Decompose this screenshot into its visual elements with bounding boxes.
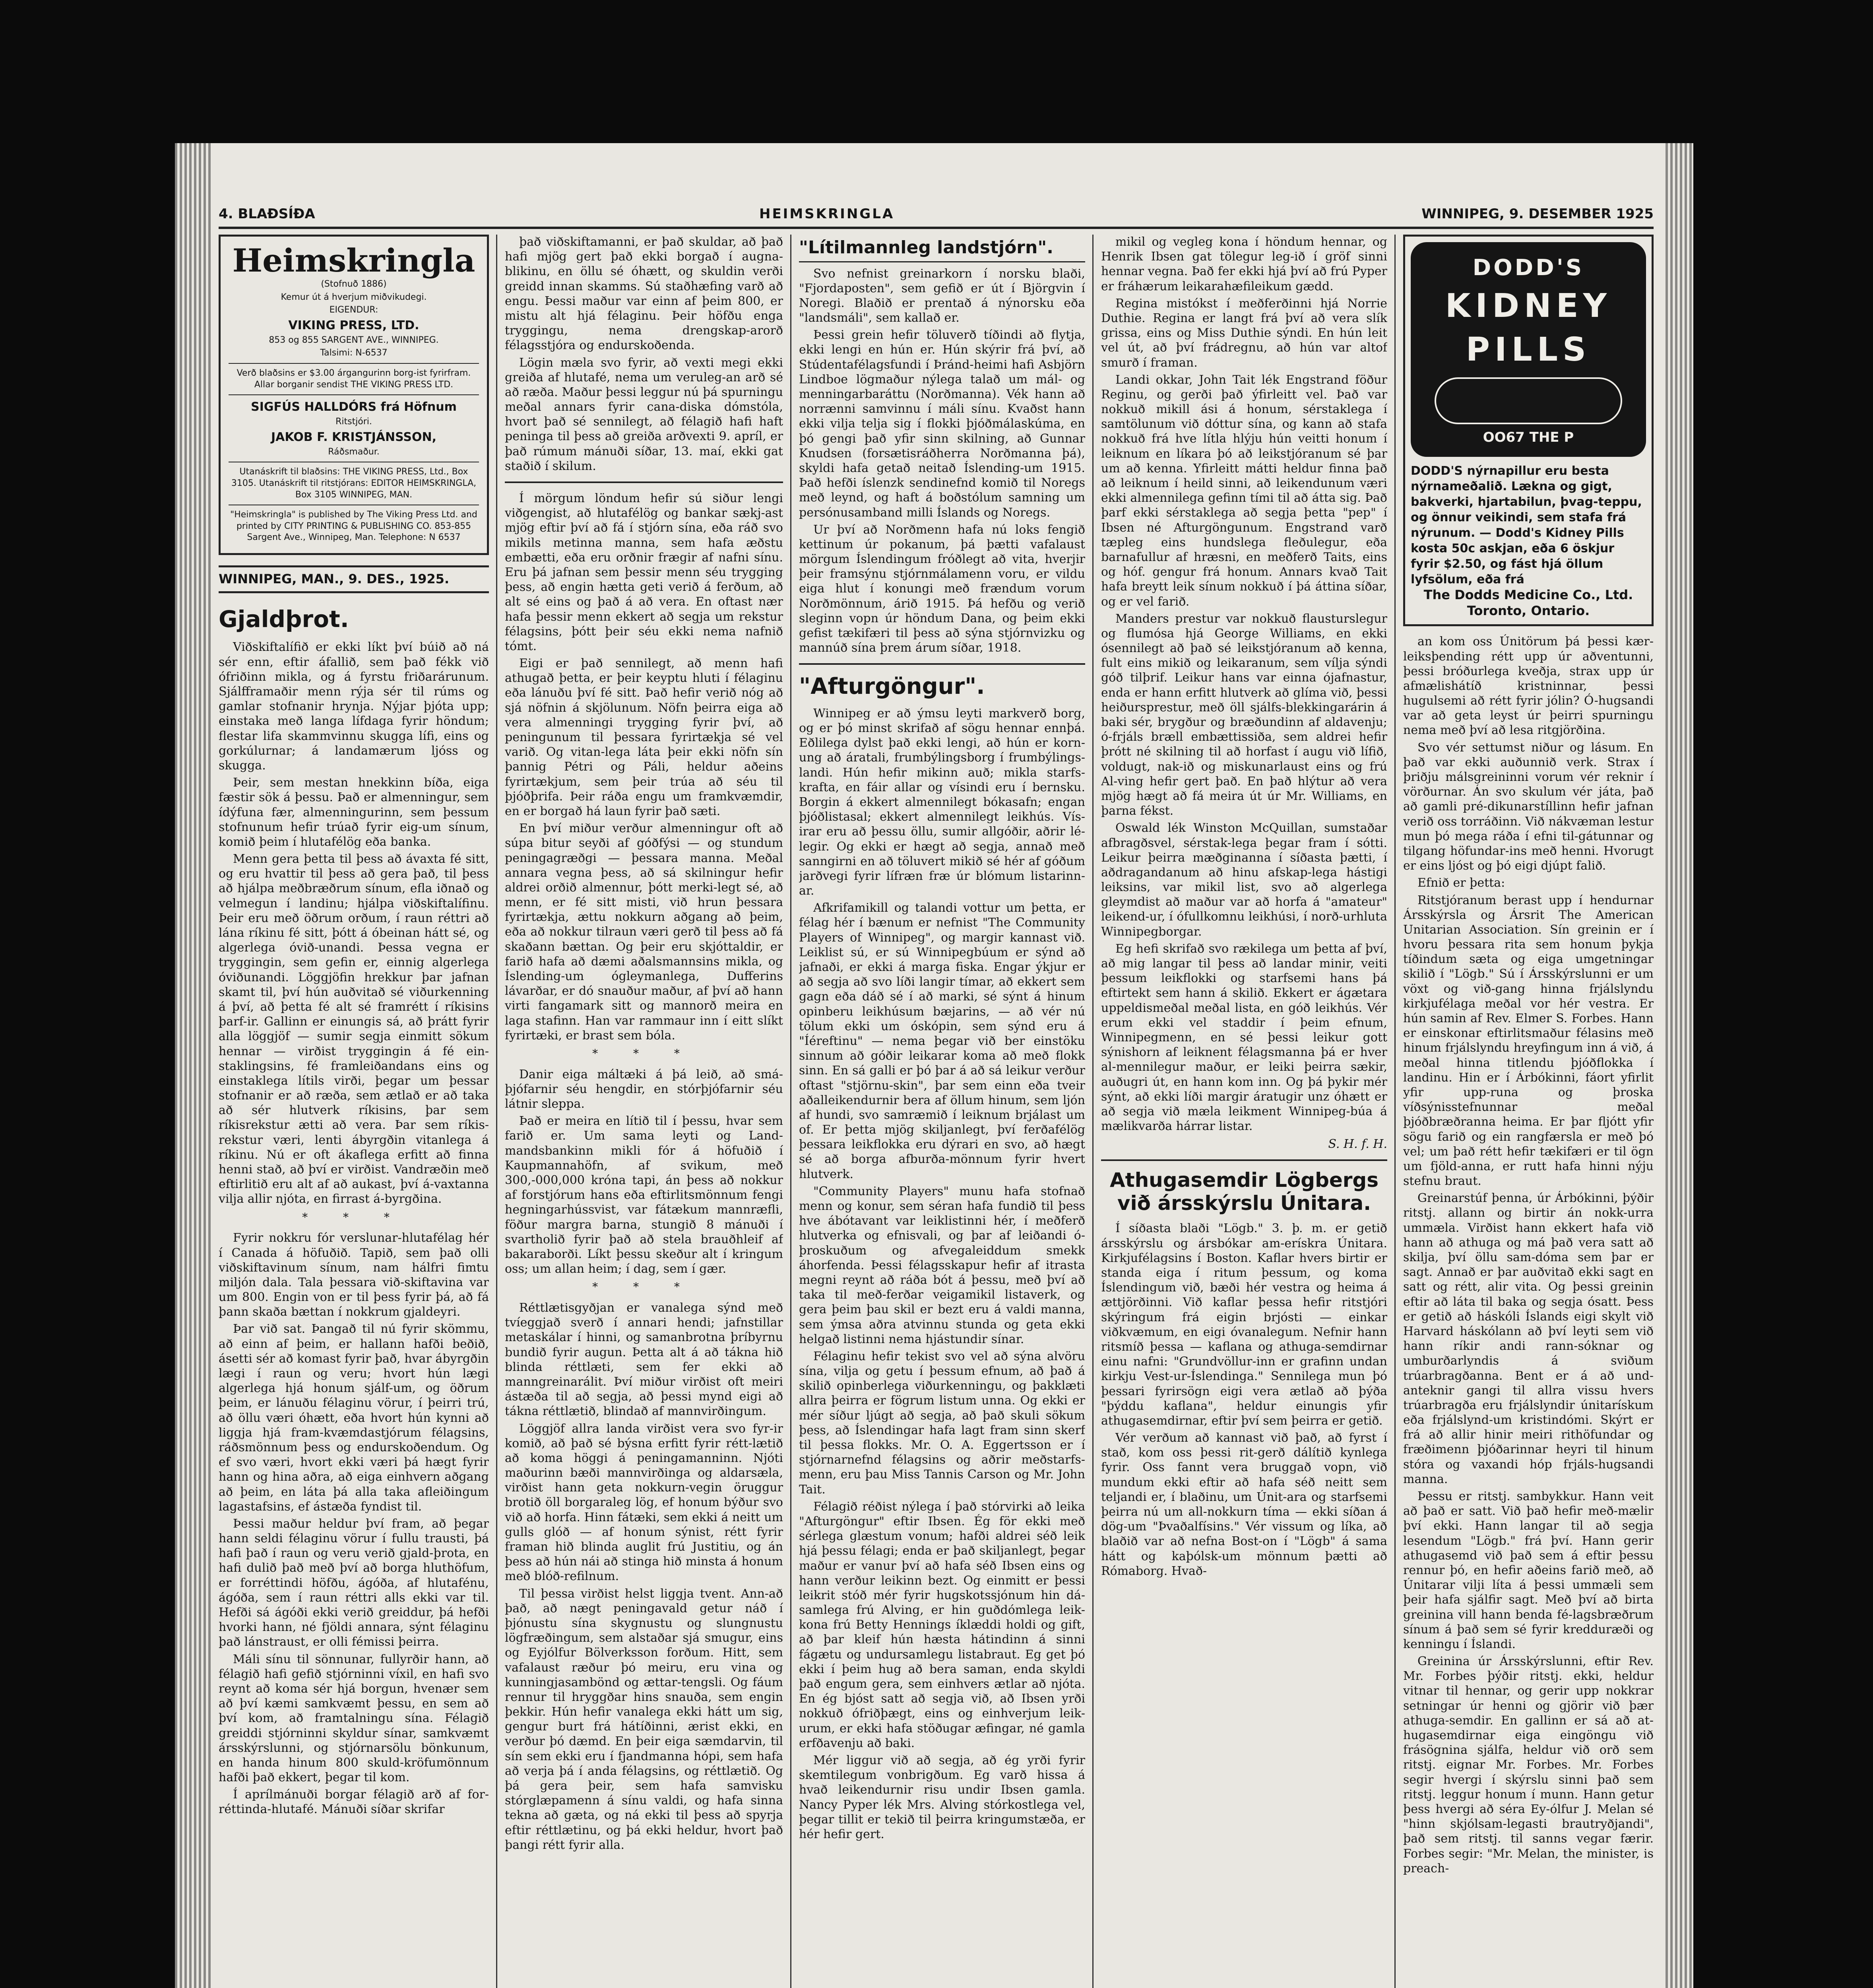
- masthead-phone: Talsimi: N-6537: [320, 348, 388, 358]
- column-rule: [496, 235, 497, 1988]
- masthead-price: Verð blaðsins er $3.00 árgangurinn borg-ist fyrirfram. Allar borganir sendist THE VIKING PRESS LTD.: [237, 368, 471, 390]
- paragraph: Í mörgum löndum hefir sú siður lengi viðgengist, að hlutafélög og bankar sækj-ast mjög eftir því að fá í stjórn sína, eða ráð svo mikils metinna manna, sem hafa æðstu embætti, eða eru orðnir frægir af nafni sínu. Eru þá jafnan sem þessir menn séu trygging þess, að engin hætta geti verið á ferðum, að alt sé eins og það á að vera. En oftast nær hafa þessir menn ekkert að segja um rekstur félagsins, þótt þeir séu ekki nema nafnið tómt.: [505, 491, 783, 653]
- ad-company: The Dodds Medicine Co., Ltd.: [1423, 587, 1633, 602]
- ad-brand-line1: DODD'S: [1472, 255, 1584, 281]
- paragraph: Þessu er ritstj. sambykkur. Hann veit að það er satt. Við það hefir með-mælir því ekki. Hann langar til að segja lesendum "Lögb." frá því. Hann gerir athugasemd við það sem á eftir þessu rennur þó, en hefir aðeins farið með, að Únitarar vilji líta á þessi ummæli sem þeir hafa sjálfir sagt. Með því að birta greinina vill hann benda fé-lagsbræðrum sínum á það sem sé fyrir kredduræði og kenningu í Íslandi.: [1403, 1489, 1654, 1651]
- paragraph: Menn gera þetta til þess að ávaxta fé sitt, og eru hvattir til þess að gera það, til þess að hjálpa meðbræðrum sínum, efla iðnað og velmegun í landinu; hjálpa viðskiftalífinu. Þeir eru með öðrum orðum, í raun réttri að lána ríkinu fé sitt, þótt á óbeinan hátt sé, og algerlega óvið-unandi. Þessa vegna er tryggingin, sem gefin er, einnig algerlega óviðunandi. Löggjöfin hrekkur þar jafnan skamt til, því hún auðvitað sé viðurkenning á því, að þetta fé alt sé framrétt í ríkisins þarf-ir. Gallinn er einungis sá, að þrátt fyrir alla löggjöf — sumir segja einmitt sökum hennar — virðist tryggingin á fé ein-staklingsins, fé framleiðandans eins og einstaklega lítils virði, þegar um þessar stofnanir er að ræða, sem ætlað er að taka að sér hlutverk ríkisins, þar sem ríkisrekstur ætti að vera. Þar sem ríkis-rekstur væri, lenti ábyrgðin vitanlega á ríkinu. Nú er oft ákaflega erfitt að finna henni stað, að því er virðist. Vandræðin með eftirlitið eru alt af að aukast, því á-vaxtanna vilja allir njóta, en firrast á-byrgðina.: [219, 852, 489, 1206]
- paragraph: Þeir, sem mestan hnekkinn bíða, eiga fæstir sök á þessu. Það er almenningur, sem ídýfuna fær, almenningurinn, sem þessum stofnunum hefir trúað fyrir eig-um sínum, komið þeim í hlutafélög eða banka.: [219, 776, 489, 849]
- paragraph: Þessi grein hefir töluverð tíðindi að flytja, ekki lengi en hún er. Hún skýrir frá því, að Stúdentafélagsfundi í Þránd-heimi hafi Asbjörn Lindboe lögmaður nýlega talað um mál- og menningarbaráttu (Norðmanna). Vék hann að norrænni samvinnu í máli sínu. Kvaðst hann ekki vilja telja sig í flokki þjóðmálaskúma, en þó gengi það yfir sinn skilning, að Gunnar Knudsen (forsætisráðherra Norðmanna þá), skyldi hafa getað neitað Íslending-um 1915. Það hefði íslenzk sendinefnd komið til Noregs með leynd, og haft á boðstólum samning um persónusamband milli Íslands og Noregs.: [799, 328, 1085, 520]
- page-number: 4. BLAÐSÍÐA: [219, 206, 315, 222]
- paragraph: Félaginu hefir tekist svo vel að sýna alvöru sína, vilja og getu í þessum efnum, að það á skilið opinberlega viðurkenningu, og þakklæti allra þeirra er fögrum listum unna. Og ekki er mér síður ljúgt að segja, að það skuli sökum þess, að Íslendingar hafa lagt fram sinn skerf til þessa flokks. Mr. O. A. Eggertsson er í stjórnarnefnd félagsins og aðrir meðstarfs-menn, eru þau Miss Tannis Carson og Mr. John Tait.: [799, 1349, 1085, 1497]
- paragraph: Félagið réðist nýlega í það stórvirki að leika "Afturgöngur" eftir Ibsen. Ég för ekki með sérlega glæstum vonum; hafði aldrei séð leik hjá þessu félagi; enda er það skiljanlegt, þegar maður er vanur því að hafa séð Ibsen eins og hann verður leikinn bezt. Og einmitt er þessi leikrit stóð mér fyrir hugskotssjónum hin dá-samlega frú Alving, er hin guðdómlega leik-kona frú Betty Hennings íklæddi holdi og gift, að þar kleif hún hæsta hátindinn á sinni fágætu og undursamlegu listabraut. Eg get þó ekki í þeim hug að bera saman, enda skyldi það engum gera, sem einhvers ætlar að njóta. En ég bjóst satt að segja við, að Ibsen yrði nokkuð ófriðþægt, eins og einhverjum leik-urum, er ekki hafa stöðugar æfingar, né gamla erfðavenju að baki.: [799, 1499, 1085, 1750]
- column-3: [799, 235, 1085, 1988]
- paragraph: Manders prestur var nokkuð flausturslegur og flumósa hjá George Williams, en ekki ósennilegt að það sé leikstjóranum að kenna, fult eins mikið og leikaranum, sem vílja sýndi góð tilþrif. Leikur hans var einna ójafnastur, enda er hann erfitt hlutverk að glíma við, þessi heiðursprestur, með öll sjálfs-blekkingarárin á baki sér, brygður og bræðundinn af aldavenju; ó-frjáls bræll embættissiða, sem aldrei hefir þrótt né skilning til að horfast í augu við lífið, voldugt, nak-ið og miskunarlaust eins og frú Al-ving hefir gert það. En það hlýtur að vera mjög hægt að fá meira út úr Mr. Williams, en þarna fékst.: [1101, 612, 1387, 818]
- column-rule: [1092, 235, 1094, 1988]
- pill-box-image: [1411, 242, 1646, 457]
- paragraph: Fyrir nokkru fór verslunar-hlutafélag hér í Canada á höfuðið. Tapið, sem það olli viðskiftavinum sínum, nam hálfri fimtu miljón dala. Tala þessara við-skiftavina var um 800. Engin von er til þess fyrir þá, að fá þann skaða bættan í nokkrum gjaldeyri.: [219, 1231, 489, 1319]
- ad-city: Toronto, Ontario.: [1467, 603, 1590, 618]
- section-divider: [505, 481, 783, 483]
- headline-litilmannleg: "Lítilmannleg landstjórn".: [799, 237, 1085, 262]
- paragraph: það viðskiftamanni, er það skuldar, að það hafi mjög gert það ekki borgað í augna-blikinu, en öllu sé óhætt, og skuldin verði greidd innan skamms. Sú staðhæfing varð að engu. Þessi maður var einn af þeim 800, er mistu alt hjá félaginu. Þeir höfðu enga tryggingu, nema drengskap-arorð félagsstjóra og endurskoðenda.: [505, 235, 783, 353]
- paragraph: Winnipeg er að ýmsu leyti markverð borg, og er þó minst skrifað af sögu hennar ennþá. Eðlilega dylst það ekki lengi, að hún er korn-ung að áratali, frumbýlingsborg í frumbýlings-landi. Hún hefir mikinn auð; mikla starfs-krafta, en fáir allar og vísindi eru í bernsku. Borgin á ekkert almennilegt bókasafn; engan þjóðlistasal; ekkert almennilegt leikhús. Vís-irar eru að þessu öllu, sumir allgóðir, aðrir lé-legir. Og ekki er hægt að segja, annað með sanngirni en að töluvert mikið sé hér af góðum jarðvegi fyrir lífræn fræ úr blómum listarinn-ar.: [799, 706, 1085, 898]
- ad-box-bottom: OO67 THE P: [1483, 429, 1574, 445]
- column-rule: [1394, 235, 1396, 1988]
- paragraph: Löggjöf allra landa virðist vera svo fyr-ir komið, að það sé býsna erfitt fyrir rétt-lætið að koma höggi á peningamanninn. Njóti maðurinn bæði mannvirðinga og aldarsæla, virðist hann geta nokkurn-vegin öruggur brotið öll borgaraleg lög, ef honum býður svo við að horfa. Hinn fátæki, sem ekki á neitt um gulls glóð — af honum sýnist, rétt fyrir framan hið blinda auglit frú Justitiu, og án þess að hún nái að stinga hið minsta á honum með blóð-refilnum.: [505, 1421, 783, 1584]
- paragraph: Oswald lék Winston McQuillan, sumstaðar afbragðsvel, sérstak-lega þegar fram í sótti. Leikur þeirra mæðginanna í síðasta þætti, í aðdragandanum að hinu afskap-lega hástigi leiksins, var mikil list, svo að algerlega gleymdist að maður var að horfa á "amateur" leikend-ur, í ófullkomnu leikhúsi, í norð-urhluta Winnipegborgar.: [1101, 821, 1387, 939]
- paragraph: Í síðasta blaði "Lögb." 3. þ. m. er getið ársskýrslu og ársbókar am-erískra Únitara. Kirkjufélagsins í Boston. Kaflar hvers birtir er standa eiga í ritum þessum, og koma Íslendingum við, bæði hér vestra og heima á ættjörðinni. Við kaflar þessa hefir ritstjóri skýringum frá eigin brjósti — einkar viðkvæmum, en eigi óvanalegum. Nefnir hann ritsmíð þessa — kaflana og athuga-semdirnar einu nafni: "Grundvöllur-inn er grafinn undan kirkju Vest-ur-Íslendinga." Sennilega mun þó þessari fyrirsögn eigi vera ætlað að þýða "þýddu kaflana", heldur einungis yfir athugasemdirnar, eftir því sem þeirra er getið.: [1101, 1221, 1387, 1428]
- masthead-editor-role: Ritstjóri.: [335, 417, 372, 427]
- column-1: [219, 235, 489, 1988]
- paragraph: Lögin mæla svo fyrir, að vexti megi ekki greiða af hlutafé, nema um veruleg-an arð sé að ræða. Maður þessi leggur nú þá spurningu meðal annars fyrir cana-diska dómstóla, hvort það sé sennilegt, að félagið hafi haft peninga til þess að greiða arðvexti 9. apríl, er það rúmum mánuði síðar, 13. maí, ekki gat staðið í skilum.: [505, 355, 783, 473]
- paragraph: Efnið er þetta:: [1417, 876, 1505, 890]
- paragraph: En því miður verður almenningur oft að súpa bitur seyði af góðfýsi — og stundum peningagræðgi — þessara manna. Meðal annara vegna þess, að sá skilningur hefir aldrei orðið almennur, þótt merki-legt sé, að menn, er fé sitt misti, við hrun þessara fyrirtækja, ættu nokkurn aðgang að þeim, eða að nokkur tilraun væri gerð til þess að fá skaðann bættan. Og þeir eru skjóttaldir, er farið hafa að dæmi aðalsmannsins mikla, og Íslending-um ógleymanlega, Dufferins lávarðar, er dó snauður maður, af því að hann virti fangamark sitt og mannorð meira en laga stafinn. Han var rammaur inn í eitt slíkt fyrirtæki, er brast sem bóla.: [505, 821, 783, 1043]
- section-stars: * * *: [592, 1280, 696, 1294]
- column-2: [505, 235, 783, 1988]
- paragraph: Þessi maður heldur því fram, að þegar hann seldi félaginu vörur í fullu trausti, þá hafi það í raun og veru verið gjald-þrota, en hafi dulið það með því að borga hluthöfum, er forréttindi höfðu, ágóða, af hlutafénu, ágóða, sem í raun réttri alls ekki var til. Hefði sá ágóði ekki verið greiddur, þá hefði hvorki hann, né fjöldi annara, sýnt félaginu það lánstraust, er olli fémissi þeirra.: [219, 1516, 489, 1649]
- section-divider: [799, 663, 1085, 665]
- paragraph: Greinina úr Ársskýrslunni, eftir Rev. Mr. Forbes þýðir ritstj. ekki, heldur vitnar til hennar, og gerir upp nokkrar setningar úr henni og gjörir við þær athuga-semdir. En gallinn er sá að at-hugasemdirnar eiga eingöngu við frásögnina sjálfa, heldur við orð sem ritstj. eignar Mr. Forbes. Mr. Forbes segir hvergi í skýrslu sinni það sem ritstj. leggur honum í munn. Hann getur þess hvergi að séra Ey-ólfur J. Melan sé "hinn skjólsam-legasti brautryðjandi", það sem ritstj. til sanns vegar færir. Forbes segir: "Mr. Melan, the minister, is preach-: [1403, 1654, 1654, 1875]
- page-header: [219, 203, 1654, 229]
- paragraph: Vér verðum að kannast við það, að fyrst í stað, kom oss þessi rit-gerð dálítið kynlega fyrir. Oss fannt vera bruggað vopn, við mundum ekki eftir að hafa séð neitt sem teljandi er, í blaðinu, um Únit-ara og starfsemi þeirra nú um all-nokkurn tíma — ekki síðan á dög-um "Þvaðalfísins." Vér vissum og líka, að blaðið var að nefna Bost-on í "Lögb" á sama hátt og kaþólsk-um mönnum þætti að Rómaborg. Hvað-: [1101, 1431, 1387, 1578]
- column-rule: [790, 235, 791, 1988]
- headline-athugasemdir: Athugasemdir Lögbergs við ársskýrslu Únitara.: [1109, 1169, 1379, 1215]
- section-stars: * * *: [302, 1210, 405, 1224]
- masthead-owner: VIKING PRESS, LTD.: [288, 318, 419, 332]
- masthead: [219, 235, 489, 555]
- masthead-owners-label: EIGENDUR:: [329, 305, 378, 315]
- scan-edge-left: [175, 143, 211, 1988]
- paragraph: Landi okkar, John Tait lék Engstrand föður Reginu, og gerði það ýfirleitt vel. Það var nokkuð mikill ási á honum, sérstaklega í samtölunum við dóttur sína, og kann að stafa nokkuð frá hve lítla hlýju hún veitti honum í leiknum en líkara þó að leikstjóranum sé þar um að kenna. Yfirleitt mátti heldur finna það að leiknum í heild sinni, að leikendunum væri ekki almennilega gefinn tími til að átta sig. Það þarf ekki sérstaklega að segja þetta "pep" í Ibsen né Afturgöngunum. Engstrand varð tæpleg eins hundslega fleðulegur, eða barnafullur af hræsni, en meðferð Taits, eins og hóf. gengur frá honum. Annars kvað Tait hafa breytt leik sínum nokkuð í þá áttina síðar, og er vel farið.: [1101, 373, 1387, 609]
- issue-date: WINNIPEG, 9. DESEMBER 1925: [1421, 206, 1654, 222]
- masthead-editor: SIGFÚS HALLDÓRS frá Höfnum: [251, 400, 457, 414]
- masthead-mail: Utanáskrift til blaðsins: THE VIKING PRESS, Ltd., Box 3105. Utanáskrift til ritstjórans: EDITOR HEIMSKRINGLA, Box 3105 WINNIPEG, MAN.: [231, 467, 477, 500]
- ad-body: DODD'S nýrnapillur eru besta nýrnameðalið. Lækna og gigt, bakverki, hjartabilun, þvag-teppu, og önnur veikindi, sem stafa frá nýrunum. — Dodd's Kidney Pills kosta 50c askjan, eða 6 öskjur fyrir $2.50, og fást hjá öllum lyfsölum, eða frá: [1411, 464, 1642, 586]
- headline-afturgongur: "Afturgöngur".: [799, 674, 985, 700]
- headline-gjaldthrot: Gjaldþrot.: [219, 605, 349, 633]
- article-signature: S. H. f. H.: [1328, 1137, 1387, 1151]
- paragraph: Í aprílmánuði borgar félagið arð af for-réttinda-hlutafé. Mánuði síðar skrifar: [219, 1788, 489, 1817]
- paragraph: an kom oss Únitörum þá þessi kær-leiksþending rétt upp úr aðventunni, þessi bróðurlega kveðja, strax upp úr afmælishátíð kristninnar, þessi hugulsemi að rétt fyrir jólin? Ó-hugsandi var að geta leyst úr þeirri spurningu nema með því að lesa ritgjörðina.: [1403, 635, 1654, 738]
- paragraph: Það er meira en lítið til í þessu, hvar sem farið er. Um sama leyti og Land-mandsbankinn mikli fór á höfuðið í Kaupmannahöfn, af svikum, með 300,-000,000 króna tapi, án þess að nokkur af forstjórum hans eða eftirlitsmönnum fengi hegningarhússvist, var fátækum mannræfli, föður margra barna, stungið 8 mánuði í svartholið fyrir það að stela brauðhleif af bakaraborði. Líkt þessu skeður alt í kringum oss; um allan heim; í dag, sem í gær.: [505, 1114, 783, 1276]
- paragraph: Regina mistókst í meðferðinni hjá Norrie Duthie. Regina er langt frá því að vera slík grissa, eins og Miss Duthie sýndi. En hún leit vel út, að því frádregnu, að hún var altof smurð í framan.: [1101, 296, 1387, 370]
- paragraph: Danir eiga máltæki á þá leið, að smá-þjófarnir séu hengdir, en stórþjófarnir séu látnir sleppa.: [505, 1067, 783, 1111]
- dodds-kidney-pills-ad: [1403, 235, 1654, 626]
- newspaper-page: [175, 143, 1693, 1988]
- paragraph: Eg hefi skrifað svo rækilega um þetta af því, að mig langar til þess að landar minir, veiti þessum leikflokki og starfsemi hans þá eftirtekt sem hann á skilið. Ekkert er ágætara uppeldismeðal meðal lista, en góð leikhús. Vér erum ekki vel staddir í þeim efnum, Winnipegmenn, en sé þessi leikur gott sýnishorn af leiknent félagsmanna þá er hver al-mennilegur maður, er leiki þeirra sækir, auðugri út, en hann kom inn. Og þá þykir mér sýnt, að ekki líði margir áratugir unz óhætt er að segja við mæla leikment Winnipeg-búa á mælikvarða hárrar listar.: [1101, 942, 1387, 1134]
- column-5: [1403, 235, 1654, 1988]
- section-stars: * * *: [592, 1046, 696, 1060]
- seal-icon: [1435, 377, 1622, 424]
- masthead-printer: "Heimskringla" is published by The Viking Press Ltd. and printed by CITY PRINTING & PUBLISHING CO. 853-855 Sargent Ave., Winnipeg, Man. Telephone: N 6537: [230, 510, 477, 543]
- ad-brand-line2: KIDNEY: [1445, 287, 1612, 325]
- paragraph: Til þessa virðist helst liggja tvent. Ann-að það, að nægt peningavald getur náð í þjónustu sína skygnustu og slungnustu lögfræðingum, sem alstaðar sjá smugur, eins og Eyjólfur Bölverksson forðum. Hitt, sem vafalaust ræður þó meiru, eru vina og kunningjasambönd og ættar-tengsli. Og fáum rennur til hryggðar hins snauða, sem engin þekkir. Hún hefir vanalega ekki hátt um sig, gengur burt frá hátíðinni, ærist ekki, en verður þó dæmd. En þeir eiga sæmdarvin, til sín sem ekki eru í fjandmanna hópi, sem hafa að verja þá í anda félagsins, og réttlætið. Og þá gera þeir, sem hafa samvisku stórglæpamenn á sínu valdi, og hafa sinna tekna að gæta, og ná ekki til þess að spyrja eftir réttlætinu, og þá ekki heldur, hvort það þangi rétt fyrir alla.: [505, 1586, 783, 1852]
- paragraph: Viðskiftalífið er ekki líkt því búið að ná sér enn, eftir áfallið, sem það fékk við ófriðinn mikla, og á fyrstu friðarárunum. Sjálfframaðir menn rýja sér til rúms og gamlar stofnanir hrynja. Nýjar þjóta upp; einstaka með langa lífdaga fyrir höndum; flestar lifa skammvinnu skugga lífi, eins og gorkúlurnar; á landamærum ljóss og skugga.: [219, 640, 489, 773]
- masthead-manager: JAKOB F. KRISTJÁNSSON,: [271, 430, 436, 444]
- paragraph: mikil og vegleg kona í höndum hennar, og Henrik Ibsen gat tölegur leg-ið í gröf sinni hennar vegna. Það fer ekki hjá því að frú Pyper er fráhærum leikarahæfileikum gædd.: [1101, 235, 1387, 293]
- ad-brand-line3: PILLS: [1466, 331, 1591, 369]
- section-divider: [1101, 1159, 1387, 1161]
- paper-name: HEIMSKRINGLA: [759, 206, 895, 222]
- paragraph: Réttlætisgyðjan er vanalega sýnd með tvíeggjað sverð í annari hendi; jafnstillar metaskálar í hinni, og samanbrotna þríbyrnu bundið fyrir augun. Þetta alt á að tákna hið blinda réttlæti, sem fer ekki að manngreinarálit. Því miður virðist oft meiri ástæða til að segja, að þessi mynd eigi að tákna réttlætið, blindað af mannvirðingum.: [505, 1301, 783, 1419]
- paragraph: Eigi er það sennilegt, að menn hafi athugað þetta, er þeir keyptu hluti í félaginu eða lánuðu því fé sitt. Það hefir verið nóg að sjá nöfnin á skjölunum. Nöfn þeirra eiga að vera almenningi trygging fyrir því, að peningunum til þessara fyrirtækja sé vel varið. Og vitan-lega láta þeir ekki nöfn sín þannig Pétri og Páli, heldur aðeins fyrirtækjum, sem þeir trúa að séu til þjóðþrifa. Þeir ráða engu um framkvæmdir, en er borgað há laun fyrir það sæti.: [505, 656, 783, 818]
- paragraph: Þar við sat. Þangað til nú fyrir skömmu, að einn af þeim, er hallann hafði beðið, ásetti sér að komast fyrir það, hvar ábyrgðin lægi í raun og veru; hvort hún lægi algerlega hjá honum sjálf-um, og öðrum þeim, er lánuðu félaginu vörur, í þeirri trú, að öllu væri óhætt, eða hvort hún kynni að liggja hjá fram-kvæmdastjórum félagsins, ráðsmönnum þess og endurskoðendum. Og ef svo væri, hvort ekki væri þá hægt fyrir hann og hina aðra, að eiga einhvern aðgang að þeim, en láta þá alla taka afleiðingum lagastafsins, ef ástæða fyndist til.: [219, 1322, 489, 1514]
- paragraph: Greinarstúf þenna, úr Árbókinni, þýðir ritstj. allann og birtir án nokk-urra ummæla. Virðist hann ekkert hafa við hann að athuga og má það vera satt að skilja, því öllu sam-dóma sem þar er sagt. Annað er þar auðvitað ekki sagt en satt og rétt, alir vita. Og þessi greinin eftir að láta til baka og segja ósatt. Þess er getið að háskóli Íslands eigi skylt við Harvard háskólann að því leyti sem við hann ríkir andi rann-sóknar og umburðarlyndis á sviðum trúarbragðanna. Bent er á að und-anteknir gangi til allra vissu hvers trúarbragða eru frjálslyndir únitarískum eða frjálslynd-um kristindómi. Skýrt er frá að allir hinir meiri rithöfundar og fræðimenn þjóðarinnar heyri til hinum stóra og vaxandi hóp frjáls-hugsandi manna.: [1403, 1191, 1654, 1486]
- masthead-address: 853 og 855 SARGENT AVE., WINNIPEG.: [269, 335, 439, 345]
- paragraph: Afkrifamikill og talandi vottur um þetta, er félag hér í bænum er nefnist "The Community Players of Winnipeg", og margir kannast við. Leiklist sú, er sú Winnipegbúum er sýnd að jafnaði, er ekki á marga fiska. Engar ýkjur er að segja að svo líði langir tímar, að ekkert sem gagn eða dáð sé í að marki, sé sýnt á hinum opinberu leikhúsum bæjarins, — að vér nú tölum ekki um óskópin, sem sýnd eru á "Íéreftinu" — nema þegar við ber einstöku sinnum að góðir leikarar koma að með flokk sinn. En sá galli er þó þar á að sá leikur verður oftast "stjörnu-skin", þar sem einn eða tveir aðalleikendurnir bera af öllum hinum, sem ljón af hundi, svo samræmið í leiknum brjálast um of. Er þetta mjög skiljanlegt, því ferðafélög þessara leikflokka eru dýrari en svo, að hægt sé að borga afburða-mönnum fyrir hvert hlutverk.: [799, 901, 1085, 1181]
- column-4: [1101, 235, 1387, 1988]
- paragraph: Svo vér settumst niður og lásum. En það var ekki auðunnið verk. Strax í þriðju málsgreininni vorum vér reknir í vörðurnar. Án svo skulum vér játa, það að gamli pré-dikunarstíllinn hefir jafnan verið oss torráðinn. Við nákvæman lestur mun þó mega ráða í efni til-gátunnar og tilgang höfundar-ins með henni. Hvorugt er eins ljóst og þó eigi djúpt falið.: [1403, 740, 1654, 873]
- masthead-publish: Kemur út á hverjum miðvikudegi.: [281, 292, 427, 302]
- scan-edge-right: [1666, 143, 1693, 1988]
- masthead-founded: (Stofnuð 1886): [321, 279, 387, 289]
- paragraph: Svo nefnist greinarkorn í norsku blaði, "Fjordaposten", sem gefið er út í Björgvin í Noregi. Blaðið er prentað á nýnorsku eða "landsmáli", sem kallað er.: [799, 266, 1085, 325]
- paragraph: Ritstjóranum berast upp í hendurnar Ársskýrsla og Ársrit The American Unitarian Association. Sín greinin er í hvoru þessara rita sem honum þykja tíðindum sæta og eiga umgetningar skilið í "Lögb." Sú í Ársskýrslunni er um vöxt og við-gang hinna frjálslyndu kirkjufélaga meðal vor hér vestra. Er hún samin af Rev. Elmer S. Forbes. Hann er einskonar eftirlitsmaður félasins með hinum frjálslyndu hreyfingum inn á við, á meðal hinna titlendu þjóðflokka í landinu. Hin er í Árbókinni, fáort yfirlit yfir upp-runa og þroska víðsýnisstefnunnar meðal þjóðbræðranna heima. Er þar fljótt yfir sögu farið og ein rangfærsla er með þó vel; um það rétt hefir tækifæri er til ögn um fjöld-anna, er rutt hafa hinni nýju stefnu braut.: [1403, 893, 1654, 1188]
- paragraph: Máli sínu til sönnunar, fullyrðir hann, að félagið hafi gefið stjórninni víxil, en hafi svo reynt að koma sér hjá borgun, hvenær sem að því kæmi samkvæmt þessu, en sem að því kom, að framtalningu sína. Félagið greiddi stjórninni skyldur sínar, samkvæmt ársskýrslunni, og stjórnarsölu bönkunum, en handa hinum 800 skuld-kröfumönnum hafði það ekkert, þegar til kom.: [219, 1652, 489, 1785]
- dateline: WINNIPEG, MAN., 9. DES., 1925.: [219, 565, 489, 593]
- masthead-title: Heimskringla: [232, 242, 475, 279]
- paragraph: Ur því að Norðmenn hafa nú loks fengið kettinum úr pokanum, þá þætti vafalaust mörgum Íslendingum fróðlegt að vita, hverjir þeir framsýnu stjórnmálamenn voru, er vildu eiga hlut í konungi með frændum vorum Norðmönnum, árið 1915. Þá hefðu og verið sleginn vopn úr höndum Dana, og þeim ekki gefist tækifæri til þess að sýna stjórnvizku og mannúð sína þrem árum síðar, 1918.: [799, 522, 1085, 655]
- masthead-manager-role: Ráðsmaður.: [328, 447, 380, 457]
- paragraph: Mér liggur við að segja, að ég yrði fyrir skemtilegum vonbrigðum. Eg varð hissa á hvað leikendurnir risu undir Ibsen gamla. Nancy Pyper lék Mrs. Alving stórkostlega vel, þegar tillit er tekið til þeirra kringumstæða, er hér hefir gert.: [799, 1753, 1085, 1841]
- paragraph: "Community Players" munu hafa stofnað menn og konur, sem séran hafa fundið til þess hve ábótavant var leiklistinni hér, í meðferð hlutverka og efnisvali, og þar af leiðandi ó-þroskuðum og afvegaleiddum smekk áhorfenda. Þessi félagsskapur hefir af itrasta megni reynt að ráða bót á þessu, með því að taka til með-ferðar veigamikil listaverk, og gera þeim þau skil er bezt eru á valdi manna, sem ýmsa aðra atvinnu stunda og geta ekki helgað listinni nema hjástundir sínar.: [799, 1184, 1085, 1346]
